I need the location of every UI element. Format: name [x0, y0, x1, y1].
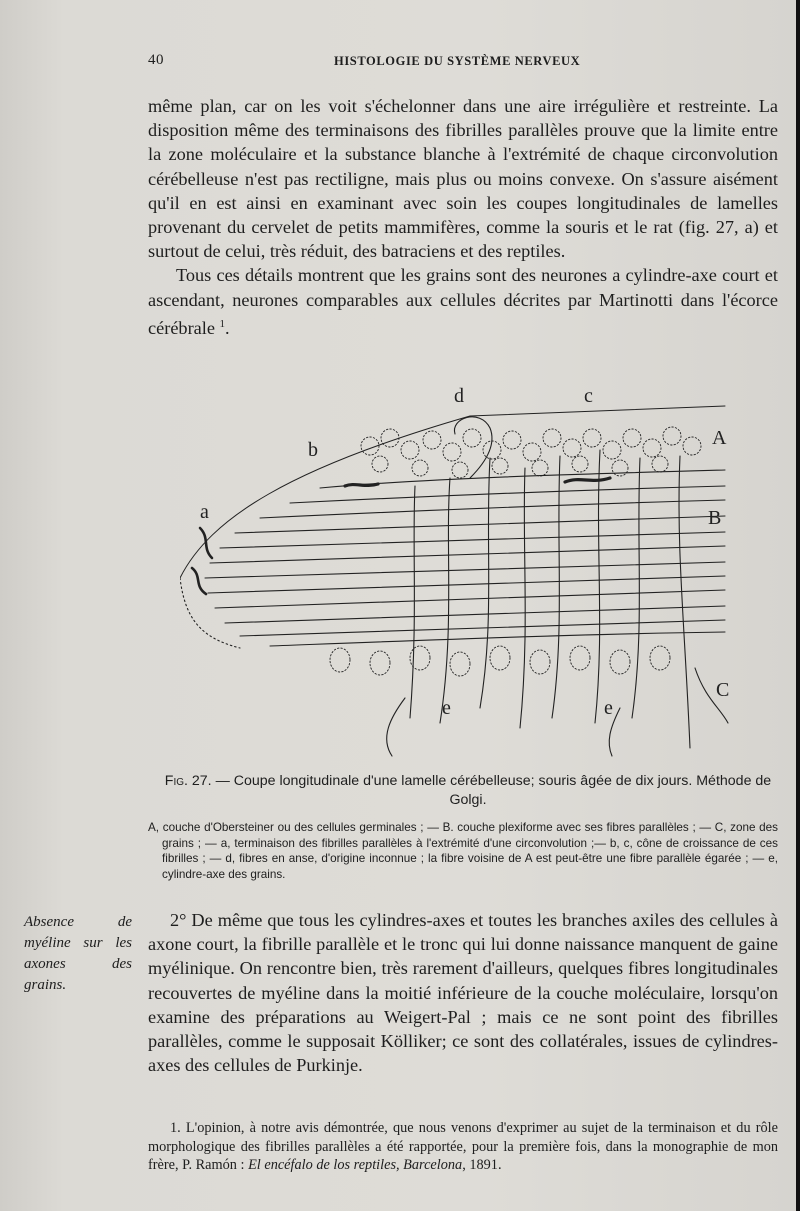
- section-2-text: 2° De même que tous les cylindres-axes et toutes les branches axiles des cellules à axone court, la fibrille parallèle et le tronc qui lui donne naissance manquent de gaine myélinique. On rencontre bien, très rarement d'ailleurs, quelques fibres longitudinales recouvertes de myéline dans la moitié inférieure de la couche moléculaire, lorsqu'on examine des préparations au Weigert-Pal ; mais ce ne sont point des fibrilles parallèles, comme le supposait Kölliker; ce sont des collatérales, issues de cylindres-axes des cellules de Purkinje.: [148, 910, 778, 1076]
- label-C: C: [716, 679, 730, 701]
- label-a: a: [200, 501, 209, 523]
- paragraph-2-end: .: [225, 317, 230, 338]
- body-text: [148, 94, 778, 340]
- section-2: [148, 908, 778, 1077]
- figure-number: Fig. 27.: [164, 773, 212, 789]
- label-e-2: e: [604, 697, 613, 719]
- footnote-1: [148, 1119, 778, 1175]
- figure-caption: [148, 772, 788, 810]
- footnote-year: , 1891.: [462, 1157, 502, 1173]
- label-c-top: c: [584, 385, 593, 407]
- label-e-1: e: [442, 697, 451, 719]
- figure-27: [180, 378, 740, 758]
- margin-note: Absence de myéline sur les axones des grains.: [24, 914, 132, 993]
- label-d: d: [454, 385, 464, 407]
- figure-legend-text: A, couche d'Obersteiner ou des cellules germinales ; — B. couche plexiforme avec ses fibres parallèles ; — C, zone des grains ; — a, terminaison des fibrilles parallèles à l'extrémité d'une circonvolution ;— b, c, cône de croissance de ces fibrilles ; — d, fibres en anse, d'origine inconnue ; la fibre voisine de A est peut-être une fibre parallèle égarée ; — e, cylindre-axe des grains.: [148, 821, 778, 881]
- footnote-title: El encéfalo de los reptiles, Barcelona: [248, 1157, 463, 1173]
- figure-caption-text: — Coupe longitudinale d'une lamelle cérébelleuse; souris âgée de dix jours. Méthode de Golgi.: [215, 773, 772, 808]
- page-edge-shadow: [796, 0, 800, 1211]
- footnote-ref: 1: [219, 317, 226, 330]
- running-title: HISTOLOGIE DU SYSTÈME NERVEUX: [334, 54, 581, 68]
- page-number: 40: [148, 52, 164, 68]
- figure-legend: [148, 820, 778, 882]
- footnote: [148, 1119, 778, 1175]
- label-B: B: [708, 507, 722, 529]
- label-b: b: [308, 439, 318, 461]
- footnote-text: 1. L'opinion, à notre avis démontrée, que nous venons d'exprimer au sujet de la terminaison et du rôle morphologique des fibrilles parallèles a été rapportée, pour la première fois, dans la monographie de mon frère, P. Ramón :: [148, 1120, 778, 1173]
- label-A: A: [712, 427, 727, 449]
- golgi-drawing: [180, 378, 740, 758]
- paragraph-2-text: Tous ces détails montrent que les grains sont des neurones a cylindre-axe court et ascendant, neurones comparables aux cellules décrites par Martinotti dans l'écorce cérébrale: [148, 265, 778, 338]
- paragraph-2: [148, 263, 778, 340]
- paragraph-1: même plan, car on les voit s'échelonner dans une aire irrégulière et restreinte. La disposition même des terminaisons des fibrilles parallèles prouve que la limite entre la zone moléculaire et la substance blanche à l'extrémité de chaque circonvolution cérébelleuse n'est pas rectiligne, mais plus ou moins convexe. On s'assure aisément qu'il en est ainsi en examinant avec soin les coupes longitudinales de lamelles provenant du cervelet de petits mammifères, comme la souris et le rat (fig. 27, a) et surtout de celui, très réduit, des batraciens et des reptiles.: [148, 96, 778, 262]
- running-header: [148, 52, 778, 74]
